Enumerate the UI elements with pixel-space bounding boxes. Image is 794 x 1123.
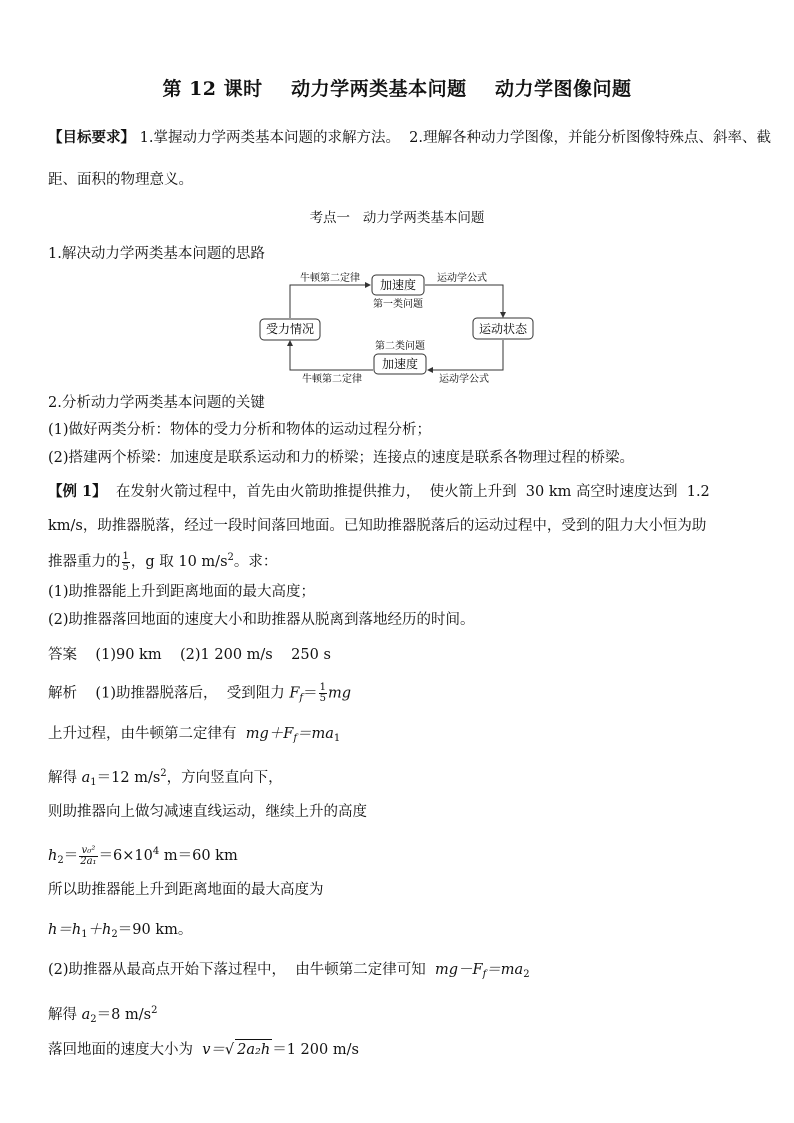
example-text-3a: 推器重力的 bbox=[48, 554, 121, 570]
section-heading: 考点一 动力学两类基本问题 bbox=[309, 210, 485, 226]
math-sub: 2 bbox=[111, 929, 118, 940]
box-left-label: 受力情况 bbox=[265, 322, 315, 336]
math-sub-f: f bbox=[299, 692, 304, 704]
label-top-under: 第一类问题 bbox=[373, 299, 423, 310]
solution-line-4: 则助推器向上做匀减速直线运动，继续上升的高度 bbox=[48, 804, 367, 820]
goal-line-2: 距、面积的物理意义。 bbox=[48, 172, 193, 188]
example-line-1 bbox=[48, 482, 748, 502]
math-sup: 4 bbox=[152, 846, 160, 857]
math-eq: ＝ bbox=[303, 685, 318, 702]
solution-line-3 bbox=[48, 764, 283, 793]
label-top-left: 牛顿第二定律 bbox=[300, 273, 360, 284]
solution-text-3b: ＝12 m/s bbox=[96, 770, 161, 786]
label-bottom-over: 第二类问题 bbox=[375, 341, 425, 352]
solution-line-7 bbox=[48, 920, 192, 945]
solution-text-10b: ＝1 200 m/s bbox=[272, 1042, 359, 1058]
solution-text-5b: m＝60 km bbox=[159, 848, 238, 864]
question-1: (1)助推器能上升到距离地面的最大高度； bbox=[48, 584, 316, 600]
example-line-2: km/s，助推器脱落，经过一段时间落回地面。已知助推器脱落后的运动过程中，受到的阻力大小恒为助 bbox=[48, 518, 707, 534]
solution-text-3: 解得 bbox=[48, 770, 82, 786]
arrow-bottom-to-left bbox=[290, 341, 373, 370]
label-top-right: 运动学公式 bbox=[437, 273, 487, 284]
math-F: F bbox=[289, 685, 300, 702]
solution-text-5: ＝6×10 bbox=[98, 848, 153, 864]
math-expr: h＝h bbox=[48, 922, 82, 938]
solution-text-7: ＝90 km。 bbox=[117, 922, 193, 938]
goal-text-1: 1.掌握动力学两类基本问题的求解方法。 2.理解各种动力学图像，并能分析图像特殊点、斜率、截 bbox=[135, 130, 771, 146]
solution-line-8 bbox=[48, 960, 530, 985]
label-bottom-right: 运动学公式 bbox=[439, 374, 489, 385]
fraction-numerator: 1 bbox=[122, 550, 129, 562]
point2-item-2: (2)搭建两个桥梁：加速度是联系运动和力的桥梁；连接点的速度是联系各物理过程的桥梁。 bbox=[48, 450, 635, 466]
math-h: h bbox=[48, 848, 58, 864]
math-v: v＝ bbox=[202, 1042, 225, 1058]
solution-label: 解析 bbox=[48, 685, 77, 702]
solution-text-1: (1)助推器脱落后， 受到阻力 bbox=[77, 685, 290, 702]
solution-line-2 bbox=[48, 724, 340, 749]
arrow-top-to-right bbox=[425, 285, 503, 317]
solution-line-5 bbox=[48, 842, 238, 871]
page-title: 第 12 课时 动力学两类基本问题 动力学图像问题 bbox=[162, 78, 632, 100]
point1-heading: 1.解决动力学两类基本问题的思路 bbox=[48, 246, 265, 262]
label-bottom-left: 牛顿第二定律 bbox=[302, 374, 362, 385]
math-expr: ＝ma bbox=[297, 726, 334, 742]
math-eq: ＝ bbox=[63, 848, 79, 864]
fraction-denominator: 2a₁ bbox=[80, 855, 97, 867]
solution-text-10: 落回地面的速度大小为 bbox=[48, 1042, 203, 1058]
example-superscript: 2 bbox=[227, 552, 234, 563]
point2-heading: 2.分析动力学两类基本问题的关键 bbox=[48, 395, 265, 411]
solution-fraction-2 bbox=[79, 846, 97, 867]
solution-line-10 bbox=[48, 1039, 359, 1060]
answer-label: 答案 bbox=[48, 647, 77, 663]
math-radicand: 2a₂h bbox=[235, 1039, 272, 1060]
solution-text-3c: ，方向竖直向下， bbox=[166, 770, 283, 786]
example-label: 【例 1】 bbox=[48, 483, 107, 500]
solution-fraction-1 bbox=[319, 683, 327, 704]
fraction-denominator: 5 bbox=[122, 561, 129, 573]
solution-line-9 bbox=[48, 1001, 157, 1030]
solution-line-6: 所以助推器能上升到距离地面的最大高度为 bbox=[48, 882, 324, 898]
goal-line-1 bbox=[48, 128, 771, 148]
box-bottom-label: 加速度 bbox=[381, 357, 419, 371]
math-sub: f bbox=[293, 733, 298, 744]
math-sup: 2 bbox=[160, 768, 167, 779]
solution-text-8: (2)助推器从最高点开始下落过程中， 由牛顿第二定律可知 bbox=[48, 962, 435, 978]
example-text-3c: 。求： bbox=[233, 554, 278, 570]
fraction-denominator: 5 bbox=[319, 693, 326, 704]
math-expr: mg－F bbox=[434, 962, 483, 978]
example-fraction bbox=[122, 552, 130, 573]
solution-line-1 bbox=[48, 683, 351, 709]
math-sub: 1 bbox=[90, 777, 97, 788]
solution-text-9b: ＝8 m/s bbox=[96, 1007, 152, 1023]
math-expr: ＋h bbox=[87, 922, 112, 938]
fraction-numerator: v₀² bbox=[79, 846, 97, 857]
math-expr: mg＋F bbox=[245, 726, 294, 742]
example-text-1: 在发射火箭过程中，首先由火箭助推提供推力， 使火箭上升到 30 km 高空时速度达到 1.2 bbox=[106, 484, 710, 500]
math-a: a bbox=[81, 1007, 91, 1023]
box-right-label: 运动状态 bbox=[478, 322, 528, 336]
solution-text-2: 上升过程，由牛顿第二定律有 bbox=[48, 726, 246, 742]
fraction-numerator: 1 bbox=[319, 682, 326, 693]
sqrt-icon: √ bbox=[224, 1042, 235, 1058]
math-sub: 1 bbox=[81, 929, 88, 940]
solution-text-9: 解得 bbox=[48, 1007, 82, 1023]
math-sub: 2 bbox=[90, 1014, 97, 1025]
example-text-3b: ，g 取 10 m/s bbox=[130, 554, 228, 570]
math-a: a bbox=[81, 770, 91, 786]
math-sup: 2 bbox=[151, 1005, 158, 1016]
flow-diagram bbox=[250, 270, 540, 385]
answer-line bbox=[48, 645, 331, 665]
answer-text: (1)90 km (2)1 200 m/s 250 s bbox=[77, 647, 331, 663]
arrow-left-to-top bbox=[290, 285, 370, 318]
goal-label: 【目标要求】 bbox=[48, 129, 135, 146]
question-2: (2)助推器落回地面的速度大小和助推器从脱离到落地经历的时间。 bbox=[48, 612, 475, 628]
math-expr: ＝ma bbox=[486, 962, 524, 978]
point2-item-1: (1)做好两类分析：物体的受力分析和物体的运动过程分析； bbox=[48, 422, 432, 438]
box-top-label: 加速度 bbox=[379, 278, 417, 292]
math-sub: 2 bbox=[523, 969, 530, 980]
math-sub: 2 bbox=[57, 855, 64, 866]
arrow-right-to-bottom bbox=[428, 340, 503, 370]
math-sub: f bbox=[482, 969, 487, 980]
example-line-3 bbox=[48, 548, 748, 573]
math-mg: mg bbox=[327, 685, 351, 702]
math-sub: 1 bbox=[333, 733, 341, 744]
